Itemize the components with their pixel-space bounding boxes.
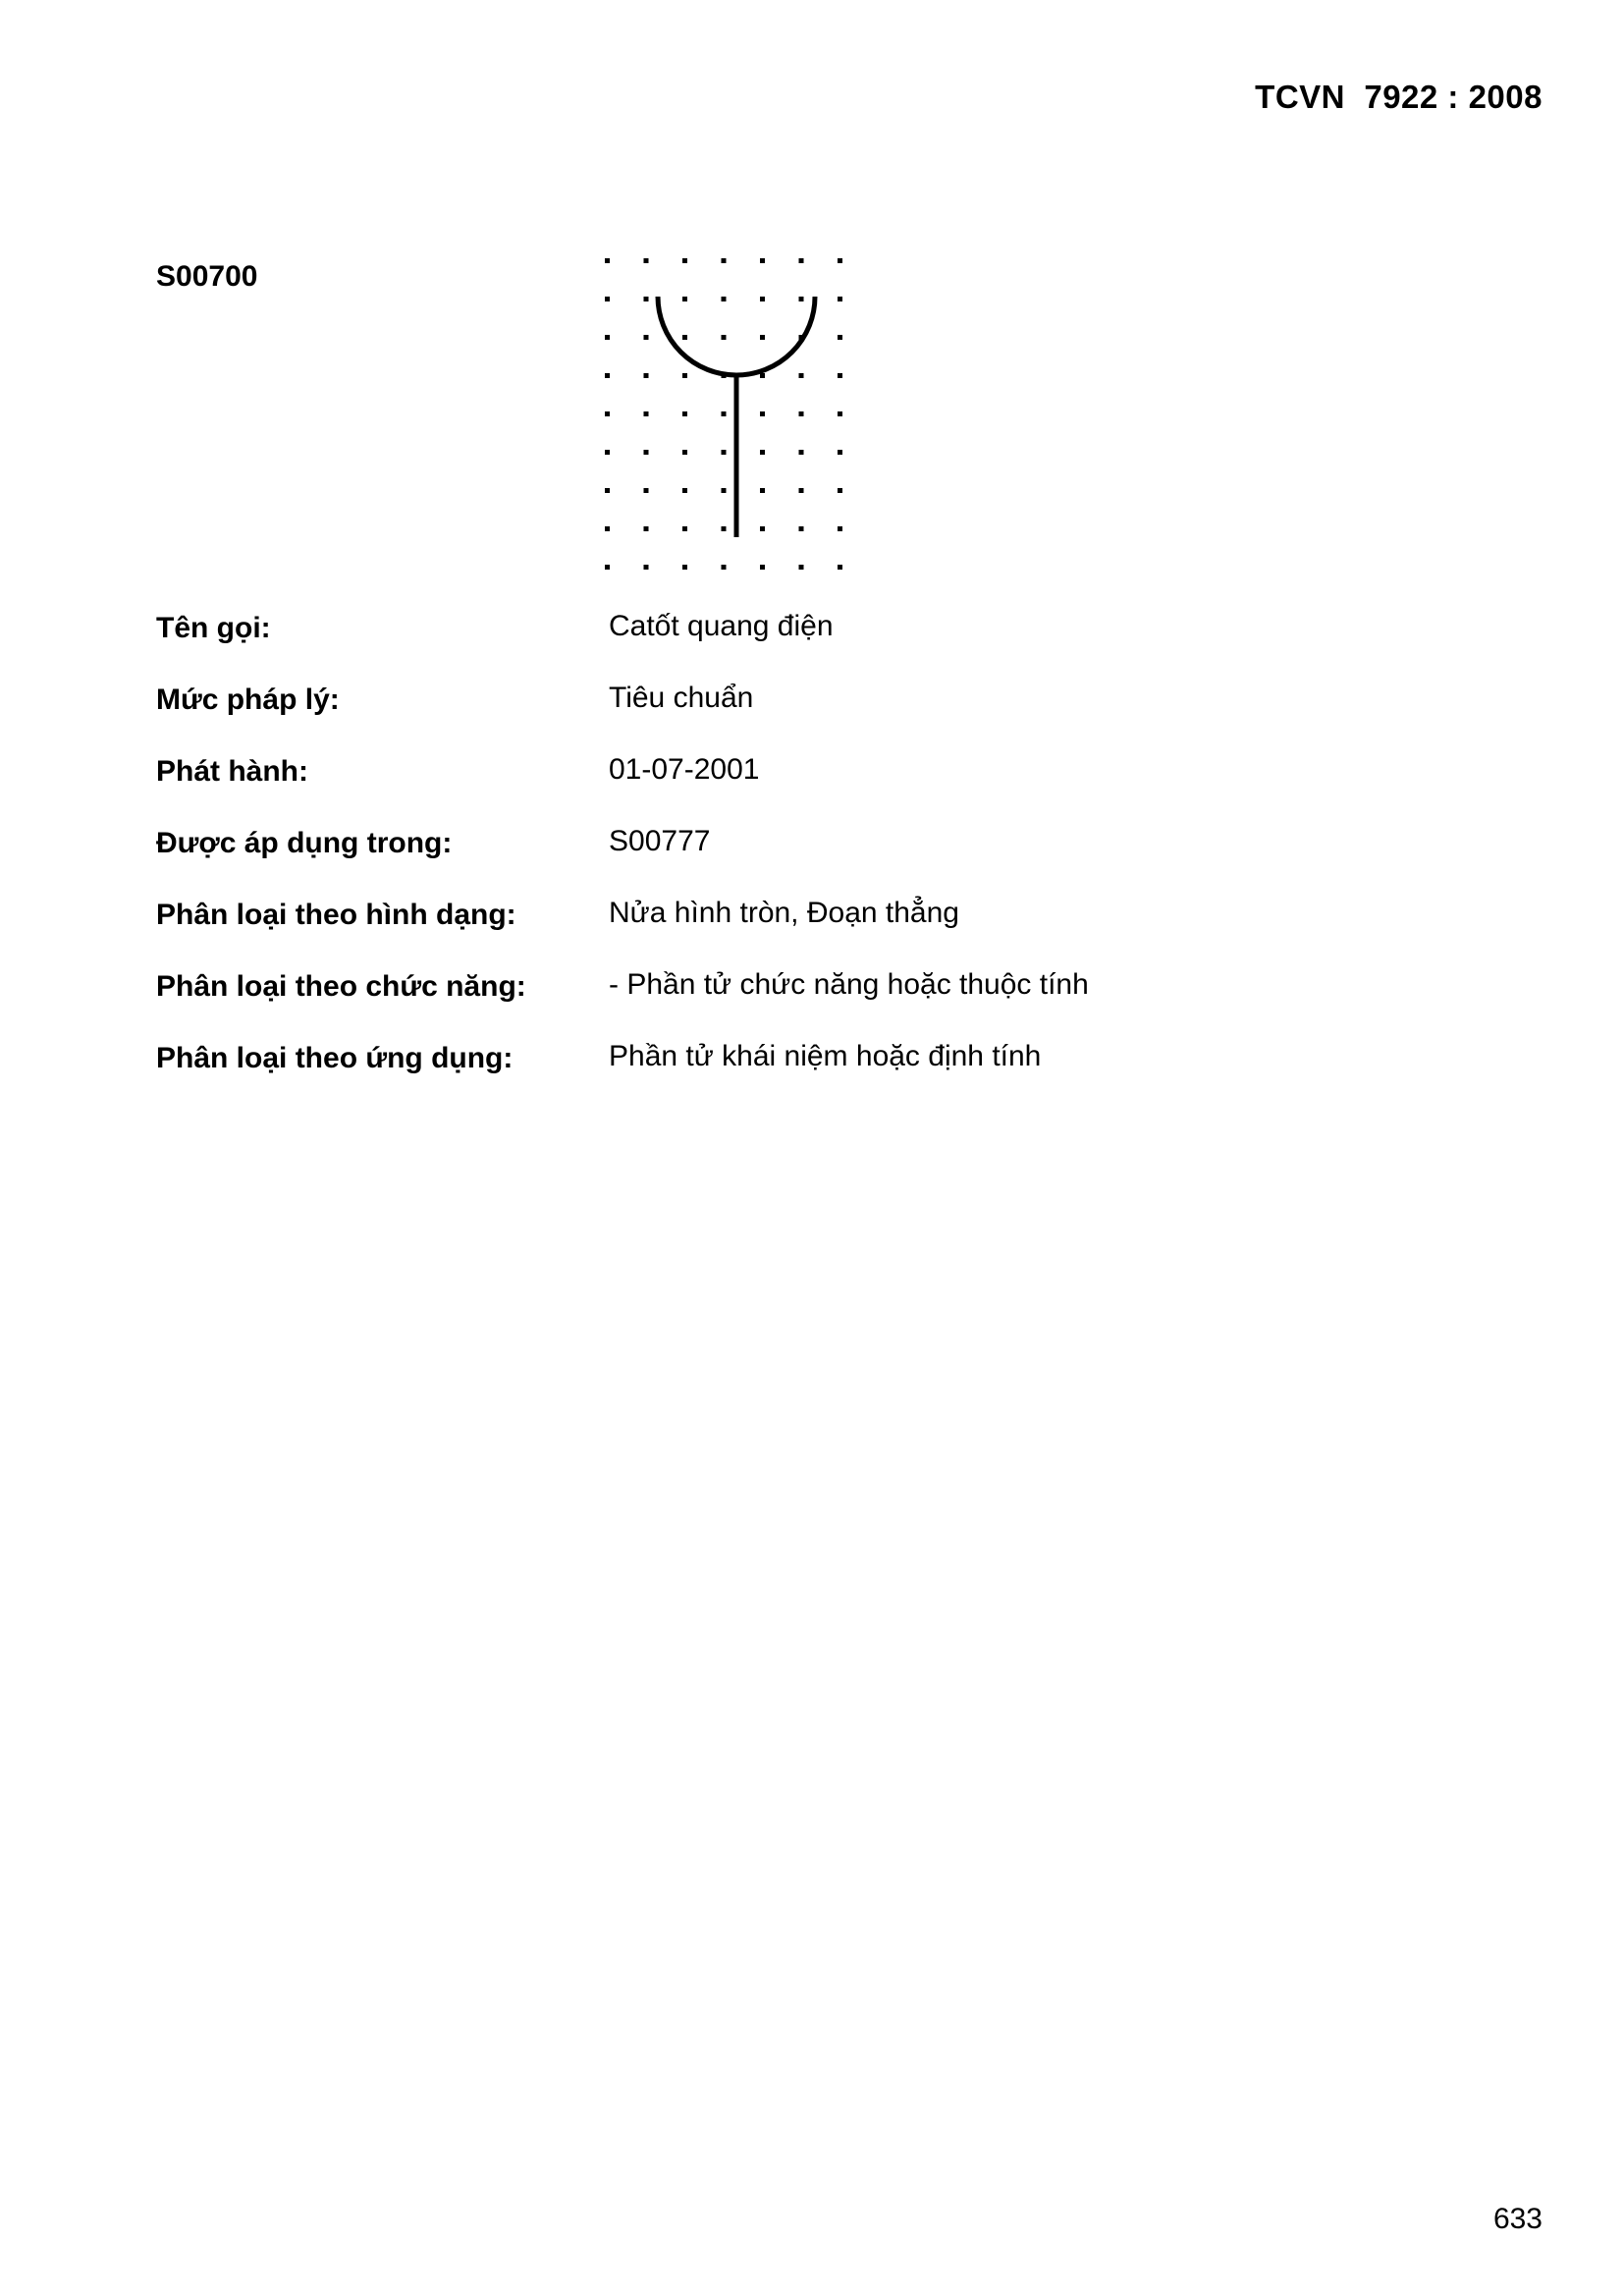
- grid-dot: [838, 565, 842, 570]
- grid-dot: [760, 373, 765, 378]
- grid-dot: [682, 526, 687, 531]
- property-label: Được áp dụng trong:: [156, 827, 453, 859]
- grid-dot: [838, 373, 842, 378]
- grid-dot: [605, 373, 610, 378]
- grid-dot: [799, 526, 804, 531]
- grid-dot: [644, 297, 649, 301]
- property-value: Nửa hình tròn, Đoạn thẳng: [609, 897, 959, 929]
- grid-dot: [722, 297, 727, 301]
- grid-dot: [605, 297, 610, 301]
- grid-dot: [682, 565, 687, 570]
- grid-dot: [682, 488, 687, 493]
- grid-dot: [760, 297, 765, 301]
- grid-dot: [760, 565, 765, 570]
- property-row-applied-in: [156, 822, 1089, 894]
- grid-dot: [644, 450, 649, 455]
- property-row-function-class: [156, 965, 1089, 1037]
- property-label: Phân loại theo chức năng:: [156, 970, 526, 1003]
- grid-dot: [760, 335, 765, 340]
- grid-dot: [605, 258, 610, 263]
- grid-dot: [799, 258, 804, 263]
- grid-dot: [838, 488, 842, 493]
- grid-dot: [799, 565, 804, 570]
- property-row-issued: [156, 750, 1089, 822]
- grid-dot: [722, 526, 727, 531]
- grid-dot: [605, 565, 610, 570]
- property-row-shape-class: [156, 894, 1089, 965]
- property-row-name: [156, 607, 1089, 679]
- property-label: Phân loại theo hình dạng:: [156, 899, 516, 931]
- page-number: 633: [1492, 2203, 1543, 2235]
- grid-dot: [760, 411, 765, 416]
- grid-dot: [799, 373, 804, 378]
- grid-dot: [760, 488, 765, 493]
- grid-dot: [838, 258, 842, 263]
- grid-dot: [682, 258, 687, 263]
- grid-dot: [722, 450, 727, 455]
- photoelectric-cathode-symbol-icon: [601, 250, 870, 579]
- grid-dot: [722, 565, 727, 570]
- symbol-code: S00700: [156, 260, 258, 293]
- grid-dot: [838, 450, 842, 455]
- grid-dot: [644, 258, 649, 263]
- property-value: Phần tử khái niệm hoặc định tính: [609, 1040, 1042, 1072]
- grid-dot: [644, 565, 649, 570]
- grid-dot: [722, 258, 727, 263]
- grid-dot: [644, 373, 649, 378]
- property-label: Tên gọi:: [156, 612, 271, 644]
- standard-header: TCVN 7922 : 2008: [1255, 79, 1543, 115]
- grid-dot: [722, 335, 727, 340]
- property-row-legal-level: [156, 679, 1089, 750]
- grid-dot: [722, 488, 727, 493]
- grid-dot: [799, 488, 804, 493]
- grid-dot: [799, 297, 804, 301]
- grid-dot: [838, 526, 842, 531]
- symbol-dot-grid: [605, 258, 842, 570]
- property-value: Tiêu chuẩn: [609, 682, 754, 714]
- grid-dot: [838, 411, 842, 416]
- property-value: 01-07-2001: [609, 753, 760, 786]
- symbol-semicircle-arc: [658, 297, 815, 375]
- grid-dot: [760, 258, 765, 263]
- property-value: - Phần tử chức năng hoặc thuộc tính: [609, 968, 1089, 1001]
- grid-dot: [644, 488, 649, 493]
- grid-dot: [605, 335, 610, 340]
- grid-dot: [605, 411, 610, 416]
- grid-dot: [605, 526, 610, 531]
- grid-dot: [605, 488, 610, 493]
- symbol-properties-list: [156, 607, 1089, 1109]
- grid-dot: [644, 335, 649, 340]
- grid-dot: [799, 411, 804, 416]
- property-value: Catốt quang điện: [609, 610, 834, 642]
- grid-dot: [682, 450, 687, 455]
- grid-dot: [760, 450, 765, 455]
- grid-dot: [605, 450, 610, 455]
- grid-dot: [644, 526, 649, 531]
- grid-dot: [682, 335, 687, 340]
- property-label: Mức pháp lý:: [156, 683, 340, 716]
- property-value: S00777: [609, 825, 711, 857]
- grid-dot: [644, 411, 649, 416]
- grid-dot: [682, 297, 687, 301]
- property-label: Phát hành:: [156, 755, 308, 788]
- grid-dot: [722, 411, 727, 416]
- property-label: Phân loại theo ứng dụng:: [156, 1042, 514, 1074]
- grid-dot: [682, 411, 687, 416]
- grid-dot: [799, 450, 804, 455]
- grid-dot: [838, 297, 842, 301]
- property-row-application-class: [156, 1037, 1089, 1109]
- grid-dot: [760, 526, 765, 531]
- grid-dot: [682, 373, 687, 378]
- grid-dot: [838, 335, 842, 340]
